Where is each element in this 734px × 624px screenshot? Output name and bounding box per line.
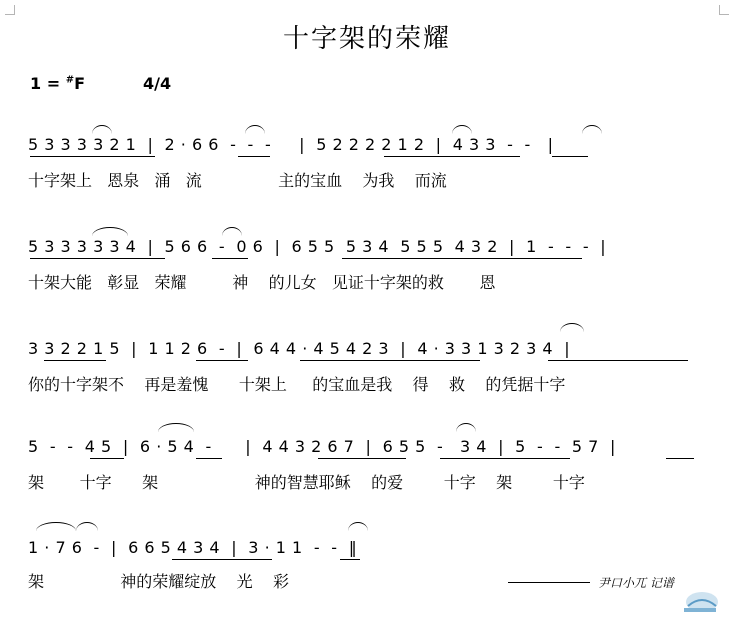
beam-line bbox=[30, 156, 155, 157]
page-corner-mark bbox=[719, 5, 729, 15]
sharp-sign: # bbox=[65, 74, 75, 86]
notes-line-5: 1 · 7 6 - | 6 6 5 4 3 4 | 3 · 1 1 - - ‖ bbox=[28, 538, 358, 557]
beam-line bbox=[384, 156, 520, 157]
beam-line bbox=[212, 258, 248, 259]
beam-line bbox=[90, 458, 124, 459]
tie-mark bbox=[92, 227, 128, 236]
watermark-logo bbox=[680, 586, 720, 616]
tie-mark bbox=[245, 125, 265, 134]
beam-line bbox=[30, 258, 165, 259]
notes-line-3: 3 3 2 2 1 5 | 1 1 2 6 - | 6 4 4 · 4 5 4 2 3 | 4 · 3 3 1 3 2 3 4 | bbox=[28, 339, 571, 358]
tie-mark bbox=[92, 125, 112, 134]
song-title: 十字架的荣耀 bbox=[282, 24, 451, 54]
beam-line bbox=[666, 458, 694, 459]
page-corner-mark bbox=[5, 5, 15, 15]
transcriber-signature: 尹口小兀 记谱 bbox=[598, 576, 674, 590]
tie-mark bbox=[158, 423, 194, 432]
beam-line bbox=[196, 360, 248, 361]
lyrics-line-1: 十字架上 恩泉 涌 流 主的宝血 为我 而流 bbox=[28, 171, 447, 190]
key-note: F bbox=[74, 74, 86, 93]
music-row-3 bbox=[0, 339, 734, 419]
lyrics-line-5: 架 神的荣耀绽放 光 彩 bbox=[28, 572, 289, 591]
key-prefix: 1 = bbox=[30, 74, 66, 93]
tie-mark bbox=[222, 227, 242, 236]
notes-line-2: 5 3 3 3 3 3 4 | 5 6 6 - 0 6 | 6 5 5 5 3 4 5 5 5 4 3 2 | 1 - - - | bbox=[28, 237, 607, 256]
beam-line bbox=[172, 559, 272, 560]
beam-line bbox=[196, 458, 222, 459]
tie-mark bbox=[456, 423, 476, 432]
key-signature bbox=[30, 74, 85, 93]
tie-mark bbox=[560, 323, 584, 332]
beam-line bbox=[552, 156, 588, 157]
lyrics-line-3: 你的十字架不 再是羞愧 十架上 的宝血是我 得 救 的凭据十字 bbox=[28, 375, 566, 394]
music-row-1 bbox=[0, 135, 734, 215]
signature-line bbox=[508, 582, 590, 583]
notes-line-1: 5 3 3 3 3 2 1 | 2 · 6 6 - - - | 5 2 2 2 2 1 2 | 4 3 3 - - | bbox=[28, 135, 554, 154]
tie-mark bbox=[76, 522, 98, 531]
beam-line bbox=[548, 360, 688, 361]
lyrics-line-2: 十架大能 彰显 荣耀 神 的儿女 见证十字架的救 恩 bbox=[28, 273, 496, 292]
lyrics-line-4: 架 十字 架 神的智慧耶稣 的爱 十字 架 十字 bbox=[28, 473, 585, 492]
beam-line bbox=[44, 360, 106, 361]
tie-mark bbox=[348, 522, 368, 531]
beam-line bbox=[342, 258, 582, 259]
beam-line bbox=[238, 156, 270, 157]
notes-line-4: 5 - - 4 5 | 6 · 5 4 - | 4 4 3 2 6 7 | 6 5 5 - 3 4 | 5 - - 5 7 | bbox=[28, 437, 616, 456]
tie-mark bbox=[582, 125, 602, 134]
beam-line bbox=[318, 458, 406, 459]
music-row-2 bbox=[0, 237, 734, 317]
time-signature: 4/4 bbox=[143, 74, 172, 93]
beam-line bbox=[300, 360, 480, 361]
tie-mark bbox=[36, 522, 76, 531]
beam-line bbox=[340, 559, 360, 560]
beam-line bbox=[440, 458, 570, 459]
tie-mark bbox=[452, 125, 472, 134]
music-row-4 bbox=[0, 437, 734, 517]
